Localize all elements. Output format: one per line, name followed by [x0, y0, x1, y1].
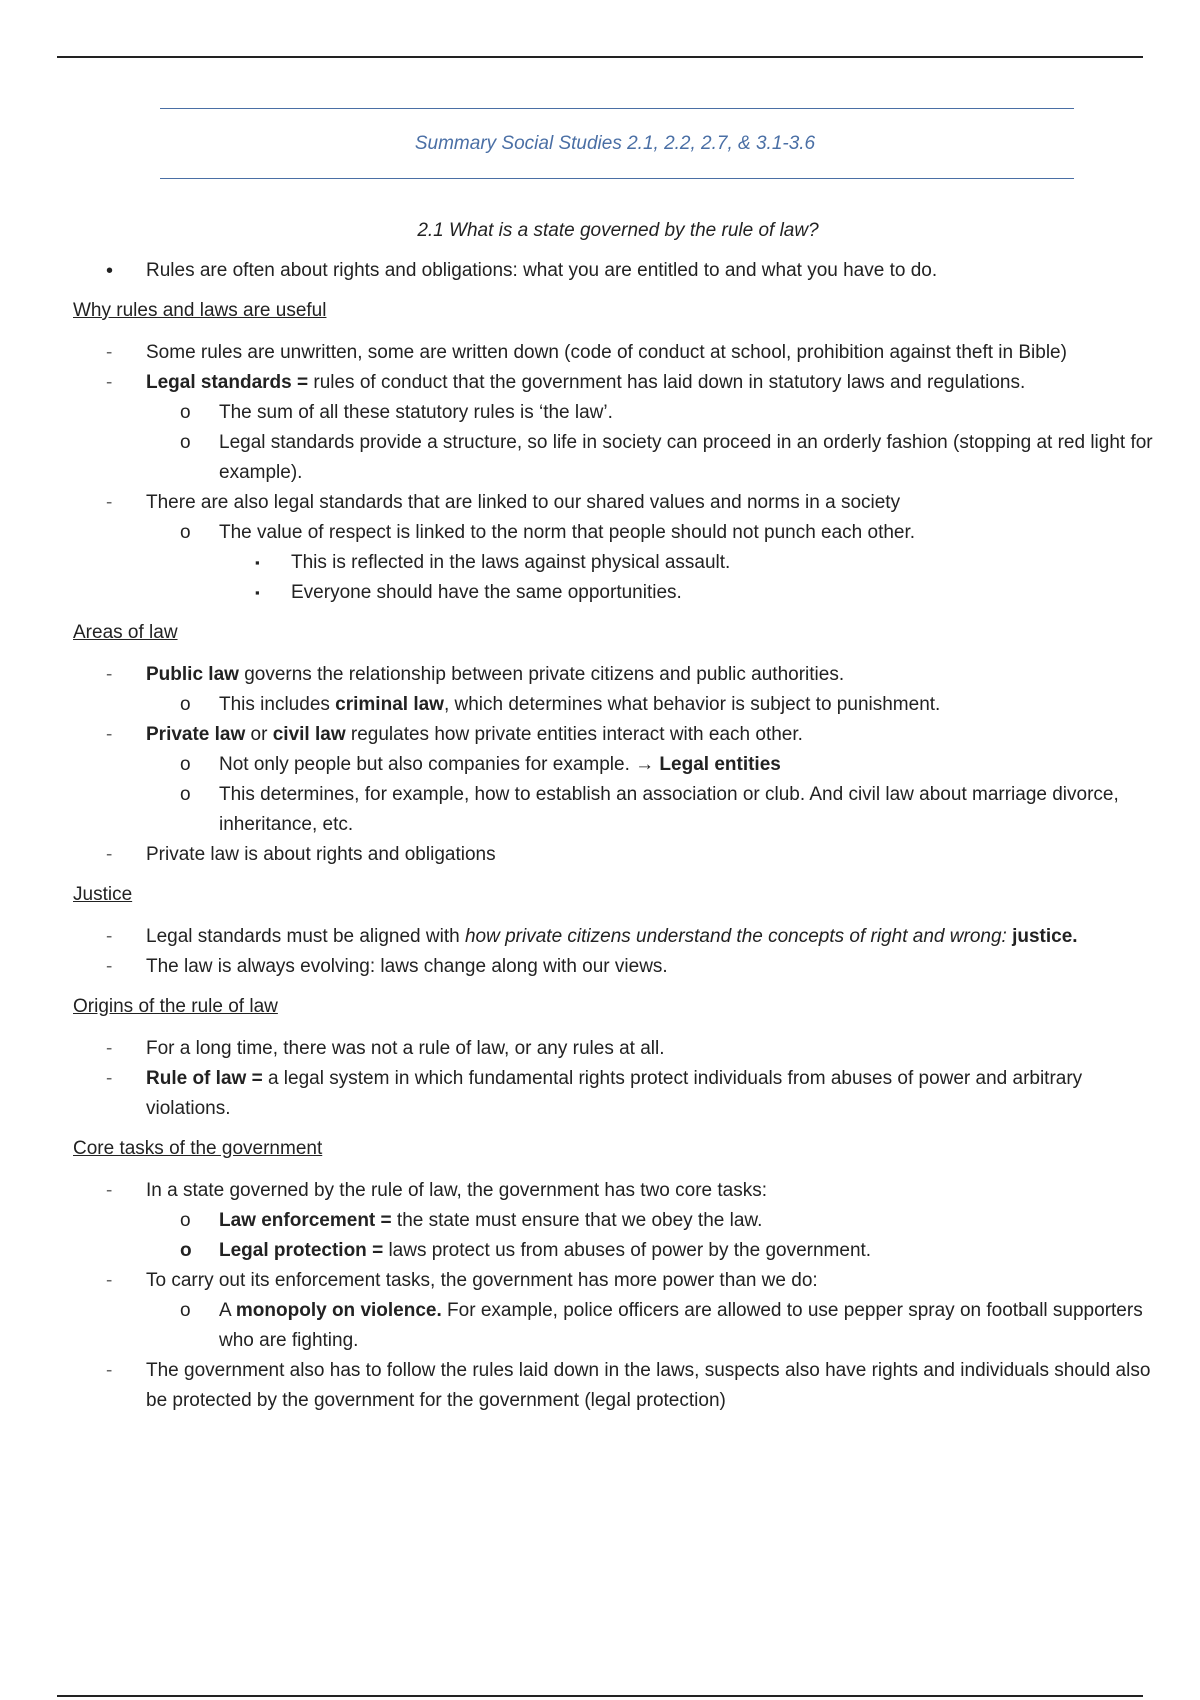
dash-bullet-icon: - — [106, 1180, 113, 1201]
circle-bullet-icon: o — [180, 754, 191, 775]
list-item: - For a long time, there was not a rule of law, or any rules at all. — [73, 1034, 1153, 1064]
dash-bullet-icon: - — [106, 1360, 113, 1381]
list-item: - Private law or civil law regulates how private entities interact with each other. o Not only people but also companies for example. → Legal entities o This determines, for example, how to establish an association or club. And civil law about marriage divorce, inheritance, etc. — [73, 720, 1153, 840]
circle-bullet-icon: o — [180, 522, 191, 543]
square-bullet-icon: ▪ — [255, 555, 260, 570]
core-tasks-list — [73, 1176, 1153, 1416]
dash-bullet-icon: - — [106, 1270, 113, 1291]
dash-bullet-icon: - — [106, 956, 113, 977]
heading-origins: Origins of the rule of law — [73, 996, 278, 1017]
justice-list — [73, 922, 1153, 982]
list-item: o Law enforcement = the state must ensure that we obey the law. — [146, 1206, 1153, 1236]
circle-bullet-icon: o — [180, 402, 191, 423]
list-item: ▪ Everyone should have the same opportunities. — [219, 578, 1153, 608]
dash-bullet-icon: - — [106, 492, 113, 513]
heading-why-rules: Why rules and laws are useful — [73, 300, 327, 321]
origins-list — [73, 1034, 1153, 1124]
dash-bullet-icon: - — [106, 926, 113, 947]
list-item: - Legal standards = rules of conduct that the government has laid down in statutory laws and regulations. o The sum of all these statutory rules is ‘the law’. o Legal standards provide a structure, so life in society can proceed in an orderly fashion (stopping at red light for example). — [73, 368, 1153, 488]
heading-justice: Justice — [73, 884, 133, 905]
circle-bullet-icon: o — [180, 1210, 191, 1231]
areas-of-law-list — [73, 660, 1153, 870]
dash-bullet-icon: - — [106, 664, 113, 685]
list-item: o Legal standards provide a structure, so life in society can proceed in an orderly fashion (stopping at red light for example). — [146, 428, 1153, 488]
dash-bullet-icon: - — [106, 724, 113, 745]
list-item: - The government also has to follow the rules laid down in the laws, suspects also have rights and individuals should also be protected by the government for the government (legal protection) — [73, 1356, 1153, 1416]
why-rules-list — [73, 338, 1153, 608]
dash-bullet-icon: - — [106, 342, 113, 363]
list-item: - Some rules are unwritten, some are written down (code of conduct at school, prohibition against theft in Bible) — [73, 338, 1153, 368]
list-item: - There are also legal standards that are linked to our shared values and norms in a society o The value of respect is linked to the norm that people should not punch each other. ▪ This is reflected in the laws against physical assault. ▪ Everyone should have the same opportunities. — [73, 488, 1153, 608]
arrow-right-icon: → — [635, 754, 655, 775]
list-item: o Legal protection = laws protect us from abuses of power by the government. — [146, 1236, 1153, 1266]
heading-core-tasks: Core tasks of the government — [73, 1138, 323, 1159]
dash-bullet-icon: - — [106, 844, 113, 865]
circle-bullet-icon: o — [180, 694, 191, 715]
list-item: - Private law is about rights and obligations — [73, 840, 1153, 870]
list-item: o This determines, for example, how to establish an association or club. And civil law about marriage divorce, inheritance, etc. — [146, 780, 1153, 840]
list-item: - Rule of law = a legal system in which fundamental rights protect individuals from abuses of power and arbitrary violations. — [73, 1064, 1153, 1124]
list-item: ▪ This is reflected in the laws against physical assault. — [219, 548, 1153, 578]
list-item: • Rules are often about rights and obligations: what you are entitled to and what you have to do. — [73, 256, 1153, 286]
title-rule-bottom — [160, 178, 1074, 179]
document-body — [73, 216, 1153, 1426]
list-item: - To carry out its enforcement tasks, the government has more power than we do: o A monopoly on violence. For example, police officers are allowed to use pepper spray on football supporters who are fighting. — [73, 1266, 1153, 1356]
circle-bullet-icon: o — [180, 784, 191, 805]
page-bottom-rule — [57, 1695, 1143, 1697]
list-item: o This includes criminal law, which determines what behavior is subject to punishment. — [146, 690, 1153, 720]
title-rule-top — [160, 108, 1074, 109]
bullet-dot-icon: • — [106, 260, 114, 282]
list-item: o The sum of all these statutory rules is ‘the law’. — [146, 398, 1153, 428]
document-title: Summary Social Studies 2.1, 2.2, 2.7, & 3.1-3.6 — [414, 133, 816, 154]
list-item: - In a state governed by the rule of law, the government has two core tasks: o Law enforcement = the state must ensure that we obey the law. o Legal protection = laws protect us from abuses of power by the government. — [73, 1176, 1153, 1266]
list-item: - The law is always evolving: laws change along with our views. — [73, 952, 1153, 982]
intro-list — [73, 256, 1153, 286]
list-item: - Public law governs the relationship between private citizens and public authorities. o This includes criminal law, which determines what behavior is subject to punishment. — [73, 660, 1153, 720]
circle-bullet-icon: o — [180, 1240, 192, 1261]
section-subtitle: 2.1 What is a state governed by the rule of law? — [417, 220, 819, 241]
page-top-rule — [57, 56, 1143, 58]
heading-areas-of-law: Areas of law — [73, 622, 178, 643]
dash-bullet-icon: - — [106, 372, 113, 393]
circle-bullet-icon: o — [180, 1300, 191, 1321]
square-bullet-icon: ▪ — [255, 585, 260, 600]
list-item: o A monopoly on violence. For example, police officers are allowed to use pepper spray on football supporters who are fighting. — [146, 1296, 1153, 1356]
dash-bullet-icon: - — [106, 1038, 113, 1059]
list-item: o The value of respect is linked to the norm that people should not punch each other. ▪ This is reflected in the laws against physical assault. ▪ Everyone should have the same opportunities. — [146, 518, 1153, 608]
circle-bullet-icon: o — [180, 432, 191, 453]
list-item: - Legal standards must be aligned with how private citizens understand the concepts of right and wrong: justice. — [73, 922, 1153, 952]
dash-bullet-icon: - — [106, 1068, 113, 1089]
list-item: o Not only people but also companies for example. → Legal entities — [146, 750, 1153, 780]
